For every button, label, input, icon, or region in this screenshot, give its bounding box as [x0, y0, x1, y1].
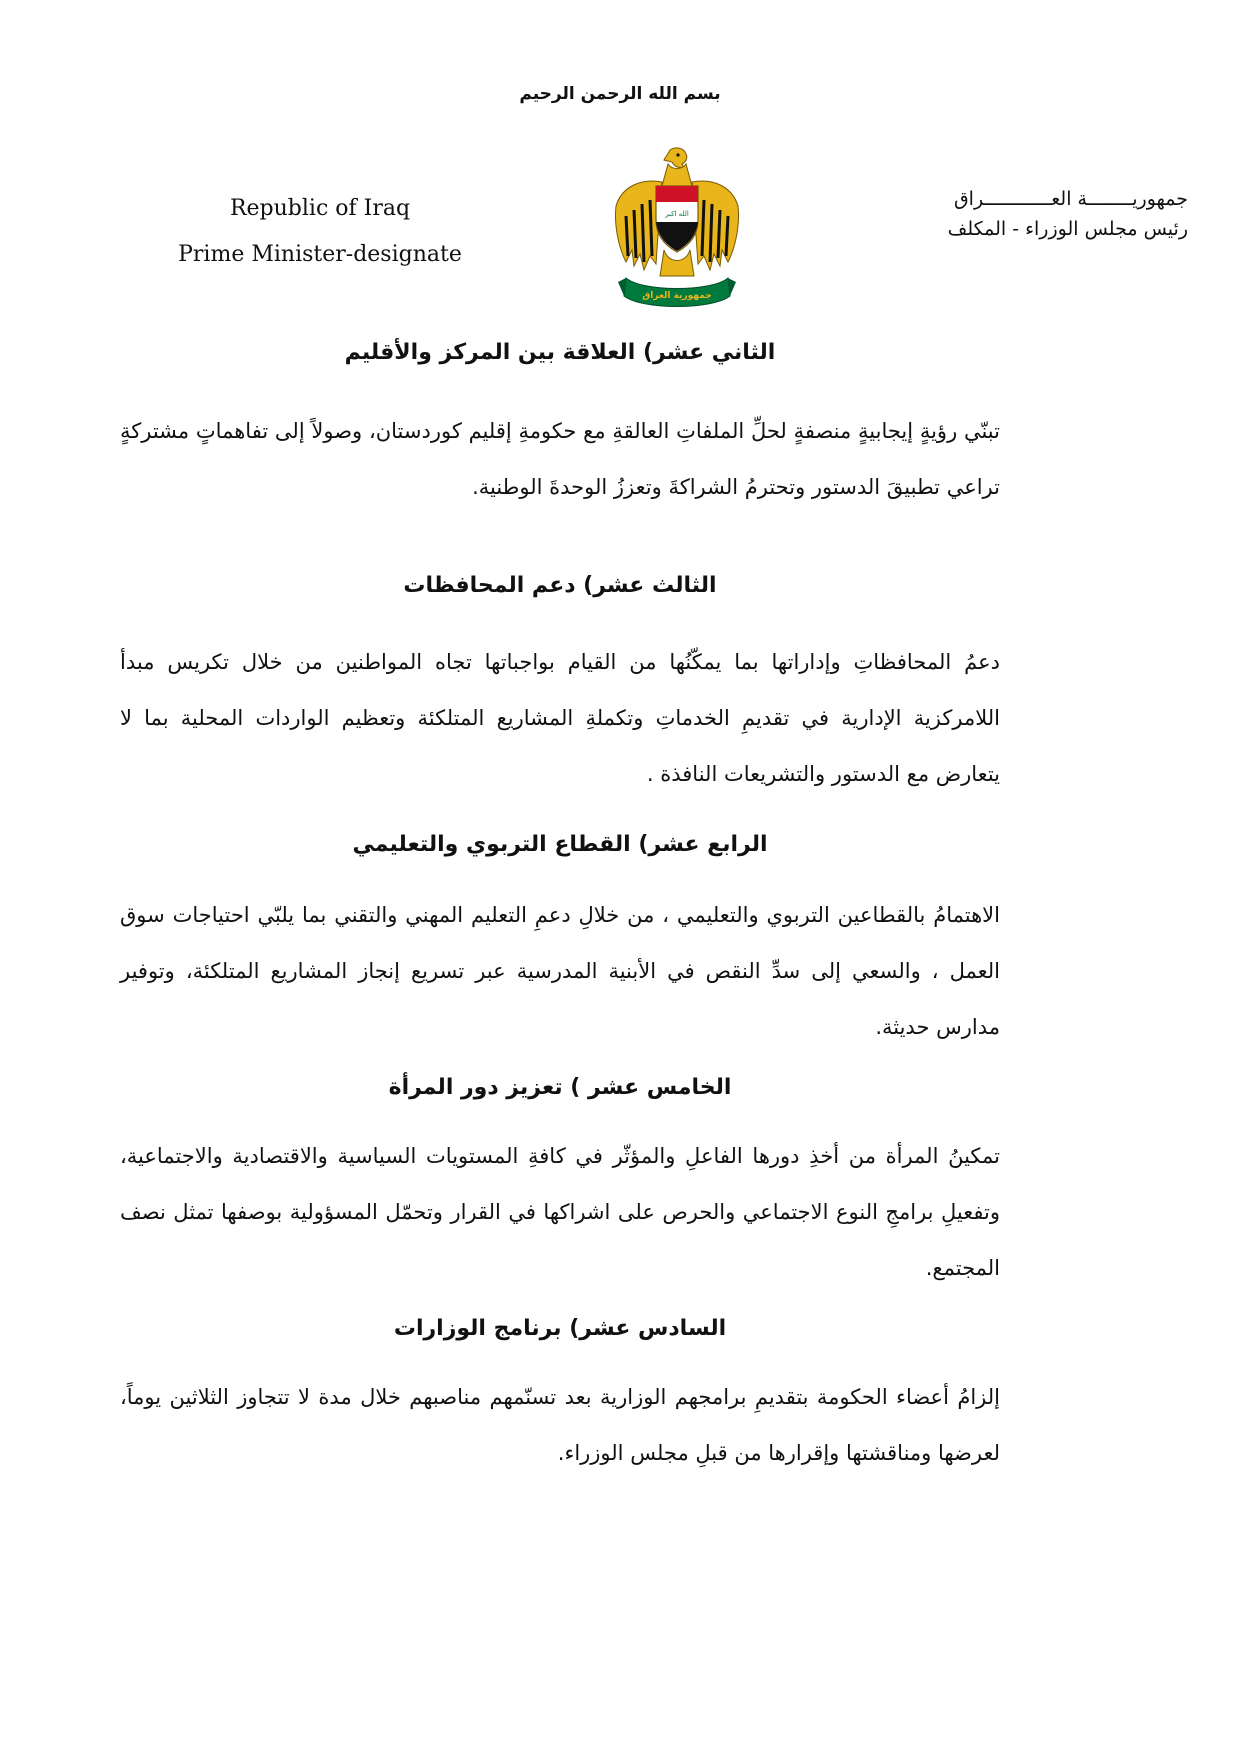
section-body-14: الاهتمامُ بالقطاعين التربوي والتعليمي ، من خلالِ دعمِ التعليم المهني والتقني بما يلبّي احتياجات سوق العمل ، والسعي إلى سدِّ النقص في الأبنية المدرسية عبر تسريع إنجاز المشاريع المتلكئة، وتوفير مدارس حديثة.: [120, 903, 1000, 1039]
arabic-letterhead: [858, 184, 1188, 244]
section-heading-16: السادس عشر) برنامج الوزارات: [393, 1316, 727, 1341]
english-country-name: Republic of Iraq: [229, 196, 411, 221]
basmala: بسم الله الرحمن الرحيم: [519, 84, 721, 104]
arabic-office-title: رئيس مجلس الوزراء - المكلف: [947, 218, 1188, 240]
emblem-scroll-text: جمهورية العراق: [642, 291, 712, 301]
english-office-title: Prime Minister-designate: [178, 242, 462, 267]
section-body-15: تمكينُ المرأة من أخذِ دورها الفاعلِ والمؤثّر في كافةِ المستويات السياسية والاقتصادية والاجتماعية، وتفعيلِ برامجِ النوع الاجتماعي والحرص على اشراكها في القرار وتحمّل المسؤولية بوصفها تمثل نصف المجتمع.: [120, 1144, 1000, 1280]
section-heading-13: الثالث عشر) دعم المحافظات: [403, 573, 717, 598]
english-letterhead: [160, 186, 480, 278]
section-body-12: تبنّي رؤيةٍ إيجابيةٍ منصفةٍ لحلِّ الملفاتِ العالقةِ مع حكومةِ إقليم كوردستان، وصولاً إلى تفاهماتٍ مشتركةٍ تراعي تطبيقَ الدستور وتحترمُ الشراكةَ وتعززُ الوحدةَ الوطنية.: [120, 419, 1000, 499]
arabic-country-name: جمهوريــــــــة العــــــــــــراق: [953, 188, 1188, 210]
section-heading-14: الرابع عشر) القطاع التربوي والتعليمي: [352, 832, 768, 857]
section-body-16: إلزامُ أعضاء الحكومة بتقديمِ برامجهم الوزارية بعد تسنّمهم مناصبهم خلال مدة لا تتجاوز الثلاثين يوماً، لعرضها ومناقشتها وإقرارها من قبلِ مجلس الوزراء.: [120, 1385, 1000, 1465]
section-heading-12: الثاني عشر) العلاقة بين المركز والأقليم: [344, 340, 776, 365]
section-heading-15: الخامس عشر ) تعزيز دور المرأة: [388, 1075, 732, 1100]
eagle-emblem-icon: [612, 146, 742, 316]
document-body: [120, 340, 1120, 1481]
emblem-flag-text: الله اكبر: [665, 210, 689, 218]
section-body-13: دعمُ المحافظاتِ وإداراتها بما يمكّنُها من القيام بواجباتها تجاه المواطنين من خلال تكريس مبدأ اللامركزية الإدارية في تقديمِ الخدماتِ وتكملةِ المشاريع المتلكئة وتعظيم الواردات المحلية بما لا يتعارض مع الدستور والتشريعات النافذة .: [120, 650, 1000, 786]
